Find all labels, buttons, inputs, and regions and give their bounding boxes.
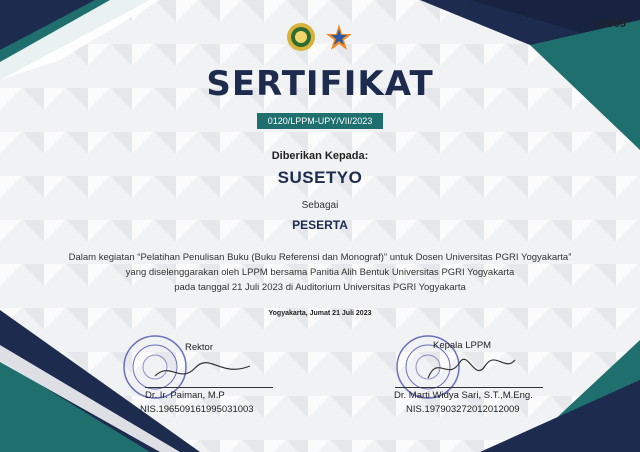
logos [286, 22, 354, 52]
university-seal-logo [286, 22, 316, 52]
lppm-position: Kepala LPPM [433, 340, 492, 351]
rektor-signature [150, 356, 260, 386]
rektor-signature-line [145, 387, 273, 388]
as-label: Sebagai [301, 200, 339, 211]
rektor-position: Rektor [185, 342, 213, 353]
description-line-3: pada tanggal 21 Juli 2023 di Auditorium Universitas PGRI Yogyakarta [174, 282, 466, 293]
lppm-signature [420, 352, 520, 386]
description-line-2: yang diselenggarakan oleh LPPM bersama Panitia Alih Bentuk Universitas PGRI Yogyakarta [125, 267, 515, 278]
serial-number: 17005 [595, 18, 626, 30]
description [0, 250, 640, 295]
certificate-code: 0120/LPPM-UPY/VII/2023 [257, 113, 383, 129]
recipient-name: SUSETYO [277, 168, 363, 187]
given-to-label: Diberikan Kepada: [271, 150, 369, 162]
rektor-name: Dr. Ir. Paiman, M.P [145, 390, 225, 401]
place-date: Yogyakarta, Jumat 21 Juli 2023 [268, 310, 372, 317]
description-line-1: Dalam kegiatan “Pelatihan Penulisan Buku (Buku Referensi dan Monograf)” untuk Dosen Universitas PGRI Yogyakarta” [68, 252, 572, 263]
role-label: PESERTA [292, 218, 348, 232]
star-logo [324, 22, 354, 52]
lppm-id: NIS.197903272012012009 [406, 404, 520, 415]
certificate-title: SERTIFIKAT [206, 64, 434, 104]
lppm-signature-line [395, 387, 543, 388]
lppm-name: Dr. Marti Widya Sari, S.T.,M.Eng. [394, 390, 533, 401]
rektor-id: NIS.196509161995031003 [140, 404, 254, 415]
